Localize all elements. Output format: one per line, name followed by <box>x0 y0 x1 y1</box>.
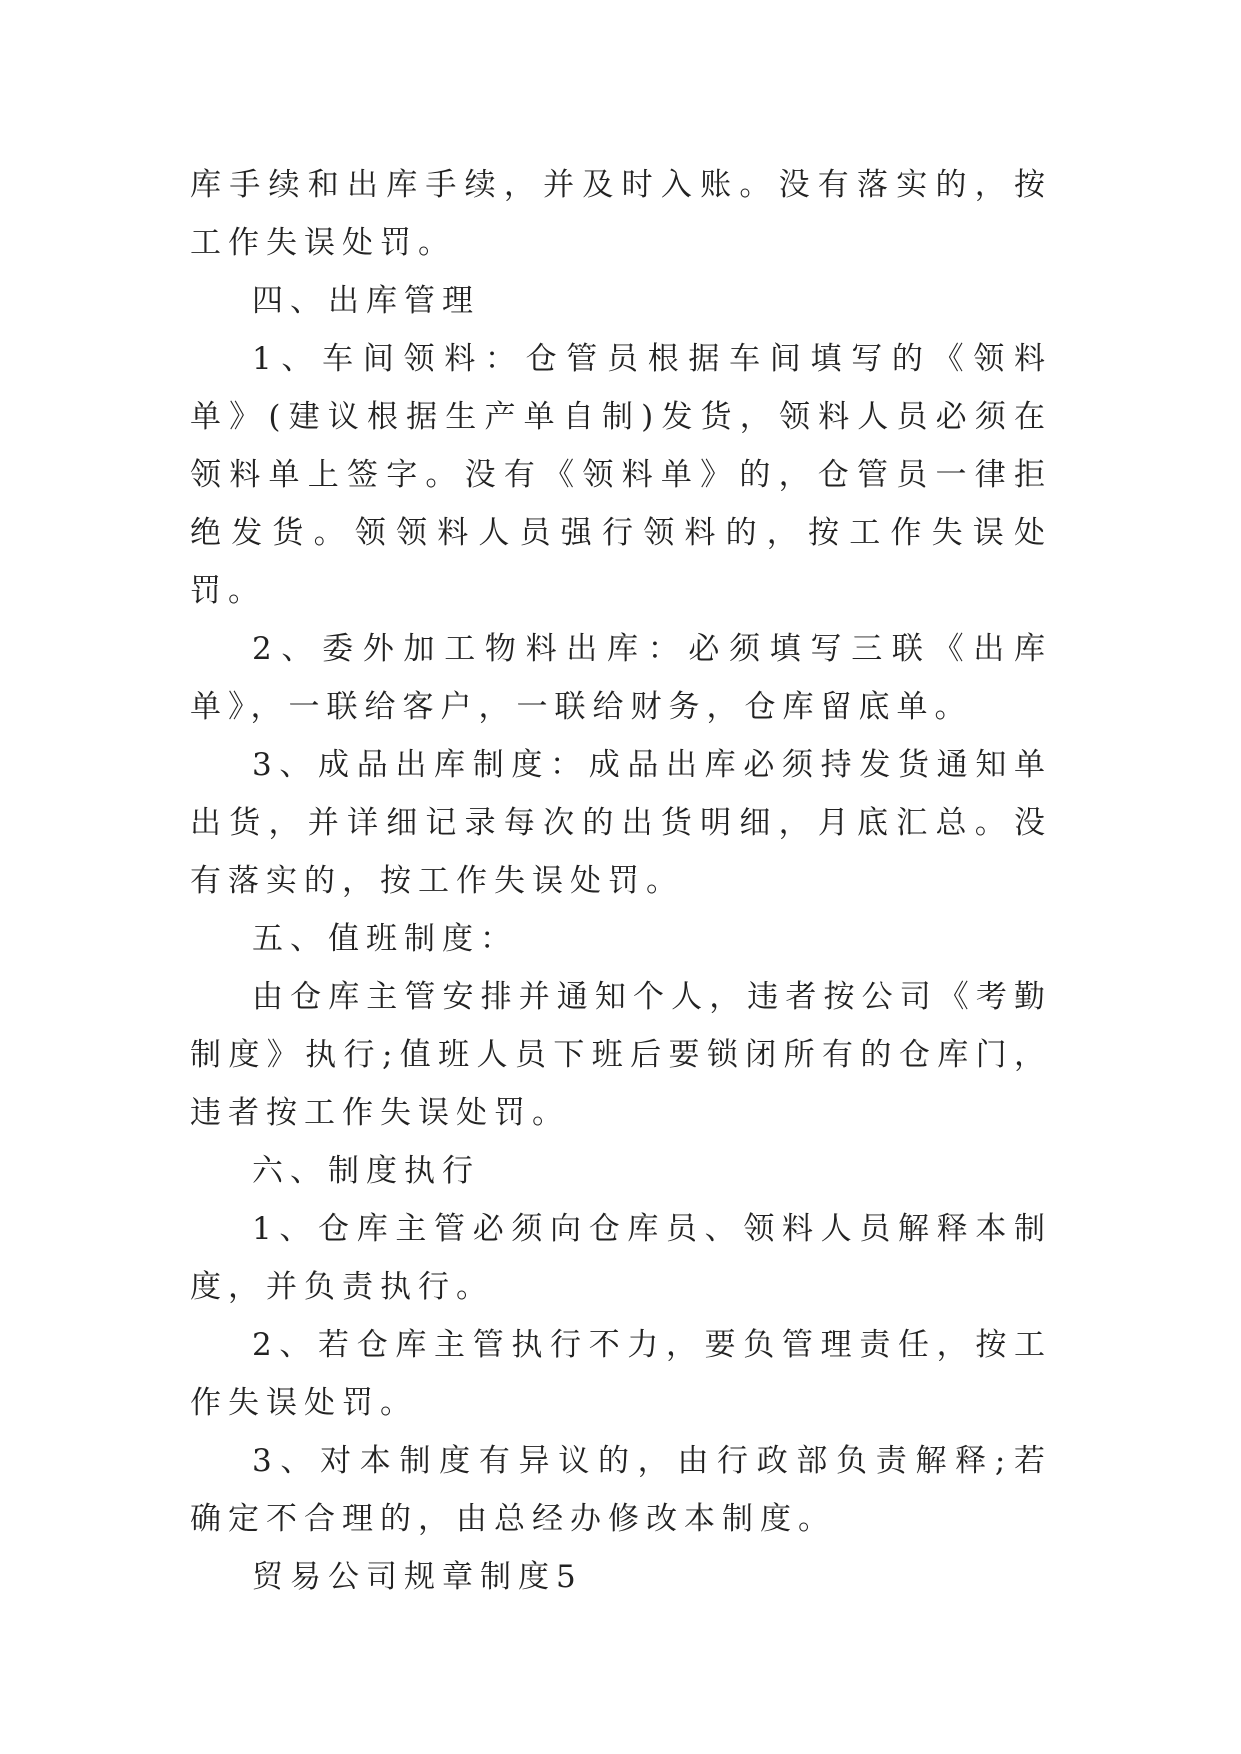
paragraph-execution-item-3: 3、对本制度有异议的，由行政部负责解释;若确定不合理的，由总经办修改本制度。 <box>190 1443 1052 1537</box>
document-body <box>190 156 1052 1606</box>
paragraph-outsourced-material-outbound: 2、委外加工物料出库：必须填写三联《出库单》，一联给客户，一联给财务，仓库留底单。 <box>190 631 1052 725</box>
section-heading-trade-company-rules-5: 贸易公司规章制度5 <box>252 1559 583 1595</box>
section-heading-system-execution: 六、制度执行 <box>252 1153 480 1189</box>
section-heading-outbound-management: 四、出库管理 <box>252 283 480 319</box>
paragraph-continuation: 库手续和出库手续，并及时入账。没有落实的，按工作失误处罚。 <box>190 167 1052 261</box>
paragraph-finished-goods-outbound: 3、成品出库制度：成品出库必须持发货通知单出货，并详细记录每次的出货明细，月底汇总。没有落实的，按工作失误处罚。 <box>190 747 1052 899</box>
section-heading-duty-system: 五、值班制度： <box>252 921 518 957</box>
paragraph-workshop-requisition: 1、车间领料：仓管员根据车间填写的《领料单》(建议根据生产单自制)发货，领料人员必须在领料单上签字。没有《领料单》的，仓管员一律拒绝发货。领领料人员强行领料的，按工作失误处罚。 <box>190 341 1052 609</box>
paragraph-duty-arrangement: 由仓库主管安排并通知个人，违者按公司《考勤制度》执行;值班人员下班后要锁闭所有的仓库门，违者按工作失误处罚。 <box>190 979 1052 1131</box>
paragraph-execution-item-2: 2、若仓库主管执行不力，要负管理责任，按工作失误处罚。 <box>190 1327 1052 1421</box>
paragraph-execution-item-1: 1、仓库主管必须向仓库员、领料人员解释本制度，并负责执行。 <box>190 1211 1052 1305</box>
